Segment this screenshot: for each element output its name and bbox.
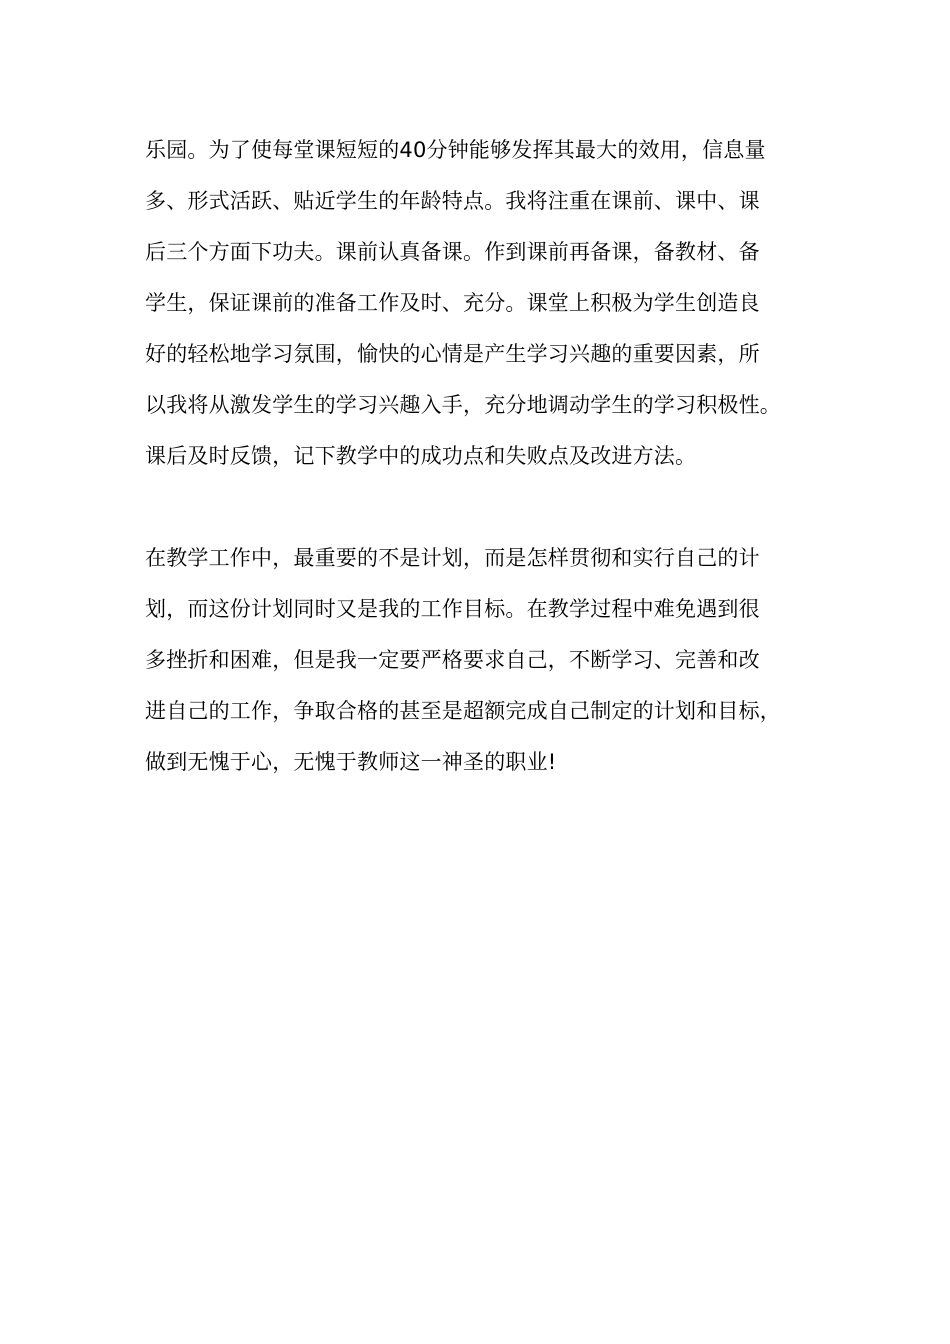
paragraph-1: [145, 125, 820, 482]
paragraph-line: 多挫折和困难，但是我一定要严格要求自己，不断学习、完善和改: [145, 648, 760, 672]
paragraph-line: 多、形式活跃、贴近学生的年龄特点。我将注重在课前、课中、课: [145, 189, 760, 213]
paragraph-spacer: [145, 482, 820, 533]
paragraph-line: 在教学工作中，最重要的不是计划，而是怎样贯彻和实行自己的计: [145, 546, 760, 570]
paragraph-line: 课后及时反馈，记下教学中的成功点和失败点及改进方法。: [145, 444, 697, 468]
paragraph-line: 划，而这份计划同时又是我的工作目标。在教学过程中难免遇到很: [145, 597, 760, 621]
paragraph-line: 好的轻松地学习氛围，愉快的心情是产生学习兴趣的重要因素，所: [145, 342, 760, 366]
paragraph-line: 学生，保证课前的准备工作及时、充分。课堂上积极为学生创造良: [145, 291, 760, 315]
paragraph-line: 以我将从激发学生的学习兴趣入手，充分地调动学生的学习积极性。: [145, 393, 781, 417]
paragraph-line: 后三个方面下功夫。课前认真备课。作到课前再备课，备教材、备: [145, 240, 760, 264]
paragraph-line: 进自己的工作，争取合格的甚至是超额完成自己制定的计划和目标，: [145, 699, 781, 723]
paragraph-line: 乐园。为了使每堂课短短的40分钟能够发挥其最大的效用，信息量: [145, 138, 766, 162]
document-body: [145, 125, 820, 788]
paragraph-2: [145, 533, 820, 788]
paragraph-line: 做到无愧于心，无愧于教师这一神圣的职业!: [145, 750, 557, 774]
